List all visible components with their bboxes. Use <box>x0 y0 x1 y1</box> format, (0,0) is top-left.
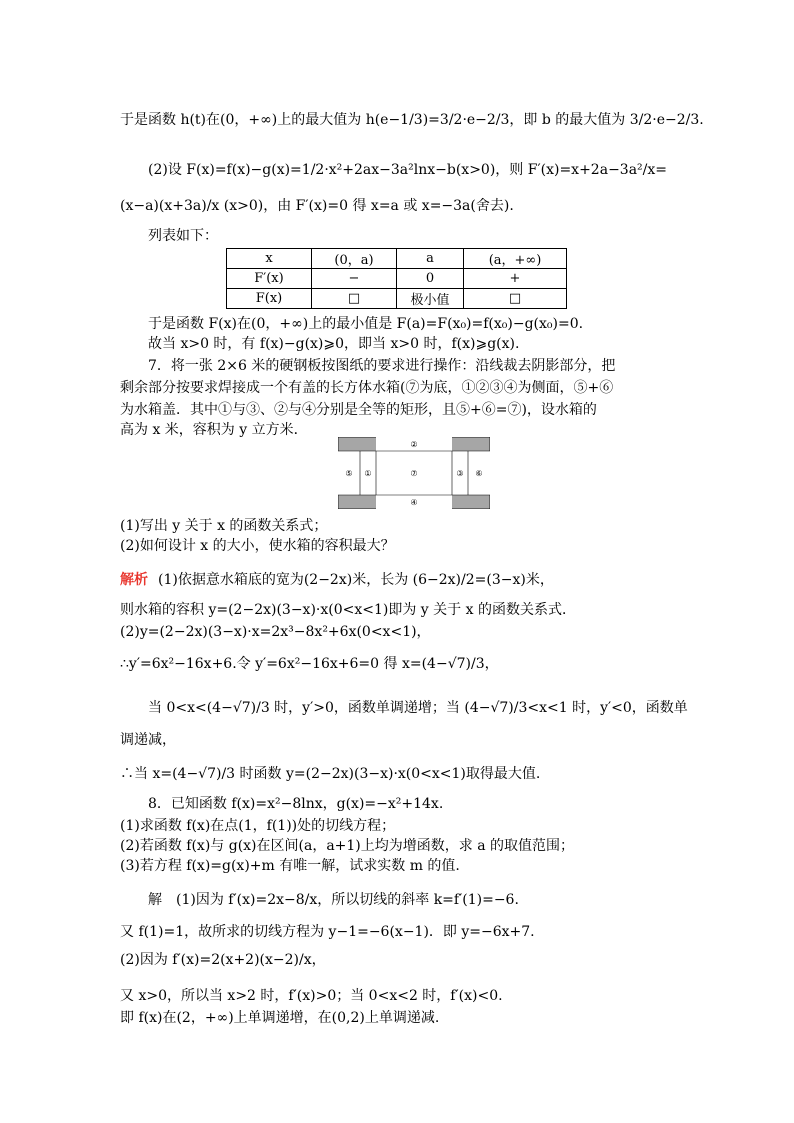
variation-table <box>226 248 567 309</box>
line-12: (2)如何设计 x 的大小，使水箱的容积最大？ <box>120 538 395 554</box>
line-5: 于是函数 F(x)在(0，+∞)上的最小值是 F(a)=F(x₀)=f(x₀)−g(x₀)=0. <box>148 316 584 332</box>
steel-plate-diagram <box>338 437 490 509</box>
line-1: 于是函数 h(t)在(0，+∞)上的最大值为 h(e−1/3)=3/2·e−2/3，即 b 的最大值为 3/2·e−2/3. <box>120 112 704 128</box>
line-24: 解 (1)因为 f′(x)=2x−8/x，所以切线的斜率 k=f′(1)=−6. <box>148 892 519 908</box>
line-26: (2)因为 f′(x)=2(x+2)(x−2)/x， <box>120 952 326 968</box>
diagram-label: ③ <box>456 469 464 478</box>
line-2: (2)设 F(x)=f(x)−g(x)=1/2·x²+2ax−3a²lnx−b(x>0)，则 F′(x)=x+2a−3a²/x= <box>148 162 668 178</box>
line-4: 列表如下： <box>148 228 218 244</box>
line-23: (3)若方程 f(x)=g(x)+m 有唯一解，试求实数 m 的值. <box>120 858 460 874</box>
table-cell: F(x) <box>227 289 312 309</box>
table-cell: □ <box>312 289 397 309</box>
line-11: (1)写出 y 关于 x 的函数关系式； <box>120 518 328 534</box>
table-cell: x <box>227 249 312 269</box>
line-20: 8．已知函数 f(x)=x²−8lnx，g(x)=−x²+14x. <box>148 796 444 812</box>
line-19: ∴当 x=(4−√7)/3 时函数 y=(2−2x)(3−x)·x(0<x<1)取得最大值. <box>120 766 541 782</box>
table-cell: − <box>312 269 397 289</box>
line-6: 故当 x>0 时，有 f(x)−g(x)⩾0，即当 x>0 时，f(x)⩾g(x). <box>148 336 520 352</box>
table-cell: 极小值 <box>397 289 464 309</box>
line-16: ∴y′=6x²−16x+6.令 y′=6x²−16x+6=0 得 x=(4−√7)/3， <box>120 656 499 672</box>
line-9: 为水箱盖．其中①与③、②与④分别是全等的矩形，且⑤+⑥=⑦)，设水箱的 <box>120 402 597 418</box>
table-cell: (0，a) <box>312 249 397 269</box>
analysis-tag: 解析 <box>120 572 148 588</box>
line-14: 则水箱的容积 y=(2−2x)(3−x)·x(0<x<1)即为 y 关于 x 的函数关系式． <box>120 602 576 618</box>
diagram-label: ④ <box>410 498 418 507</box>
diagram-label: ⑦ <box>410 469 418 478</box>
table-cell: □ <box>464 289 567 309</box>
line-17: 当 0<x<(4−√7)/3 时，y′>0，函数单调递增；当 (4−√7)/3<x<1 时，y′<0，函数单 <box>148 700 688 716</box>
table-cell: a <box>397 249 464 269</box>
line-10: 高为 x 米，容积为 y 立方米． <box>120 422 308 438</box>
table-cell: F′(x) <box>227 269 312 289</box>
line-3: (x−a)(x+3a)/x (x>0)，由 F′(x)=0 得 x=a 或 x=−3a(舍去). <box>120 198 514 214</box>
diagram-label: ① <box>364 469 372 478</box>
line-15: (2)y=(2−2x)(3−x)·x=2x³−8x²+6x(0<x<1)， <box>120 624 431 640</box>
line-25: 又 f(1)=1，故所求的切线方程为 y−1=−6(x−1)．即 y=−6x+7. <box>120 924 535 940</box>
line-7: 7．将一张 2×6 米的硬钢板按图纸的要求进行操作：沿线裁去阴影部分，把 <box>148 358 616 374</box>
line-21: (1)求函数 f(x)在点(1，f(1))处的切线方程； <box>120 818 396 834</box>
line-22: (2)若函数 f(x)与 g(x)在区间(a，a+1)上均为增函数，求 a 的取值范围； <box>120 838 575 854</box>
table-cell: + <box>464 269 567 289</box>
line-18: 调递减， <box>120 732 176 748</box>
line-13 <box>120 570 680 590</box>
diagram-label: ⑥ <box>475 469 483 478</box>
line-13-text: (1)依据意水箱底的宽为(2−2x)米，长为 (6−2x)/2=(3−x)米， <box>158 572 554 588</box>
line-8: 剩余部分按要求焊接成一个有盖的长方体水箱(⑦为底，①②③④为侧面，⑤+⑥ <box>120 380 614 396</box>
diagram-label: ② <box>410 440 418 449</box>
line-28: 即 f(x)在(2，+∞)上单调递增，在(0,2)上单调递减. <box>120 1010 440 1026</box>
table-cell: 0 <box>397 269 464 289</box>
table-cell: (a，+∞) <box>464 249 567 269</box>
line-27: 又 x>0，所以当 x>2 时，f′(x)>0；当 0<x<2 时，f′(x)<0. <box>120 988 503 1004</box>
diagram-label: ⑤ <box>345 469 353 478</box>
